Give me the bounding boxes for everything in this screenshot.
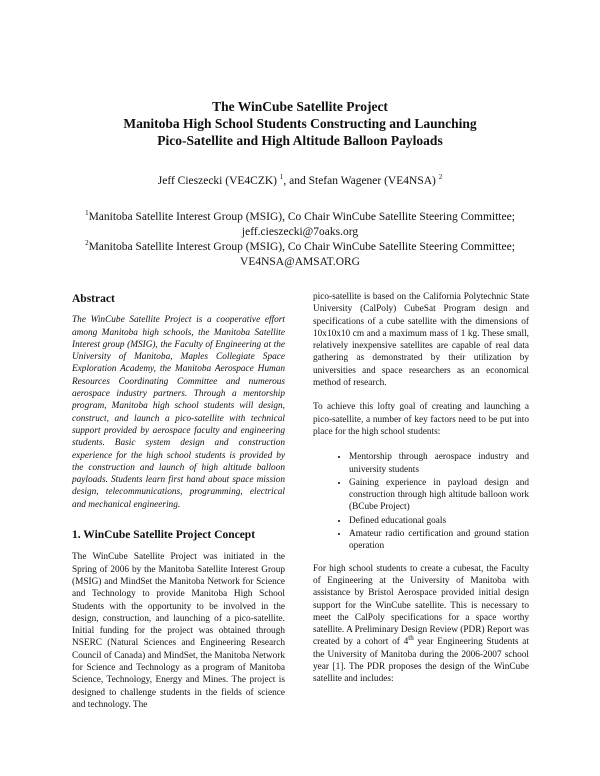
right-paragraph-2: To achieve this lofty goal of creating and launching a pico-satellite, a number of key factors need to be put into place for the high school students: [313,402,529,437]
affiliation-1-marker: 1 [85,209,89,218]
list-item: • Gaining experience in payload design and construction through high altitude balloon work (BCube Project) [349,477,529,514]
right-paragraph-1: pico-satellite is based on the California Polytechnic State University (CalPoly) CubeSat Program design and specifications of a cube satellite with the dimensions of 10x10x10 cm and a maximum mass of 1 kg. These small, relatively inexpensive satellites are capable of real data gathering as demonstrated by their utilization by universities and space researchers as an economical method of research. [313,292,529,389]
left-column [72,293,285,711]
key-factors-list [313,451,529,552]
author-list [0,175,600,187]
right-paragraph-3 [313,563,529,686]
pdr-text-b: year Engineering Students at the University of Manitoba during the 2006-2007 school year [1]. The PDR proposes the design of the WinCube satellite and includes: [313,637,529,685]
abstract-heading: Abstract [72,293,115,305]
affiliation-1 [0,210,600,225]
list-item: • Defined educational goals [349,515,529,527]
affiliation-2-text: Manitoba Satellite Interest Group (MSIG), Co Chair WinCube Satellite Steering Committee; [88,241,515,253]
affiliation-1-text: Manitoba Satellite Interest Group (MSIG), Co Chair WinCube Satellite Steering Committee; [88,211,515,223]
author-separator: , and [283,175,309,187]
affiliation-2 [0,240,600,255]
abstract-text: The WinCube Satellite Project is a cooperative effort among Manitoba high schools, the Manitoba Satellite Interest group (MSIG), the Faculty of Engineering at the University of Manitoba, Maples Collegiate Space Exploration Academy, the Manitoba Aerospace Human Resources Coordinating Committee and numerous aerospace industry partners. Through a mentorship program, Manitoba high school students will design, construct, and launch a pico-satellite with technical support provided by aerospace faculty and engineering students. Basic system design and construction experience for the high school students is provided by the construction and launch of high altitude balloon payloads. Students learn first hand about space mission design, telecommunications, programming, electrical and mechanical engineering. [72,315,285,510]
title-line-1: The WinCube Satellite Project [212,99,388,114]
affiliation-2-marker: 2 [85,239,89,248]
section-1-paragraph: The WinCube Satellite Project was initiated in the Spring of 2006 by the Manitoba Satellite Interest Group (MSIG) and MindSet the Manitoba Network for Science and Technology to provide Manitoba High School Students with the opportunity to be involved in the design, construction, and launching of a pico-satellite. Initial funding for the project was obtained through NSERC (Natural Sciences and Engineering Research Council of Canada) and MindSet, the Manitoba Network for Science and Technology as a program of Manitoba Science, Technology, Energy and Mines. The project is designed to challenge students in the fields of science and technology. The [72,552,285,710]
list-item: • Mentorship through aerospace industry and university students [349,451,529,476]
author-2: Stefan Wagener (VE4NSA) [308,175,436,187]
author-1-marker: 1 [279,173,284,182]
author-1: Jeff Cieszecki (VE4CZK) [157,175,277,187]
affiliations [0,210,600,270]
section-1-heading: 1. WinCube Satellite Project Concept [72,529,256,542]
right-column [313,291,529,686]
affiliation-1-email: jeff.cieszecki@7oaks.org [241,226,359,238]
ordinal-suffix: th [408,634,414,643]
title-line-2: Manitoba High School Students Constructing and Launching [123,116,477,131]
author-2-marker: 2 [438,173,443,182]
affiliation-2-email: VE4NSA@AMSAT.ORG [240,256,360,268]
list-item: • Amateur radio certification and ground station operation [349,528,529,553]
title-line-3: Pico-Satellite and High Altitude Balloon Payloads [157,133,443,148]
pdr-text-a: For high school students to create a cubesat, the Faculty of Engineering at the University of Manitoba with assistance by Bristol Aerospace provided initial design support for the WinCube satellite. This is necessary to meet the CalPoly specifications for a space worthy satellite. A Preliminary Design Review (PDR) Report was created by a cohort of 4 [313,563,529,648]
paper-title [0,98,600,149]
